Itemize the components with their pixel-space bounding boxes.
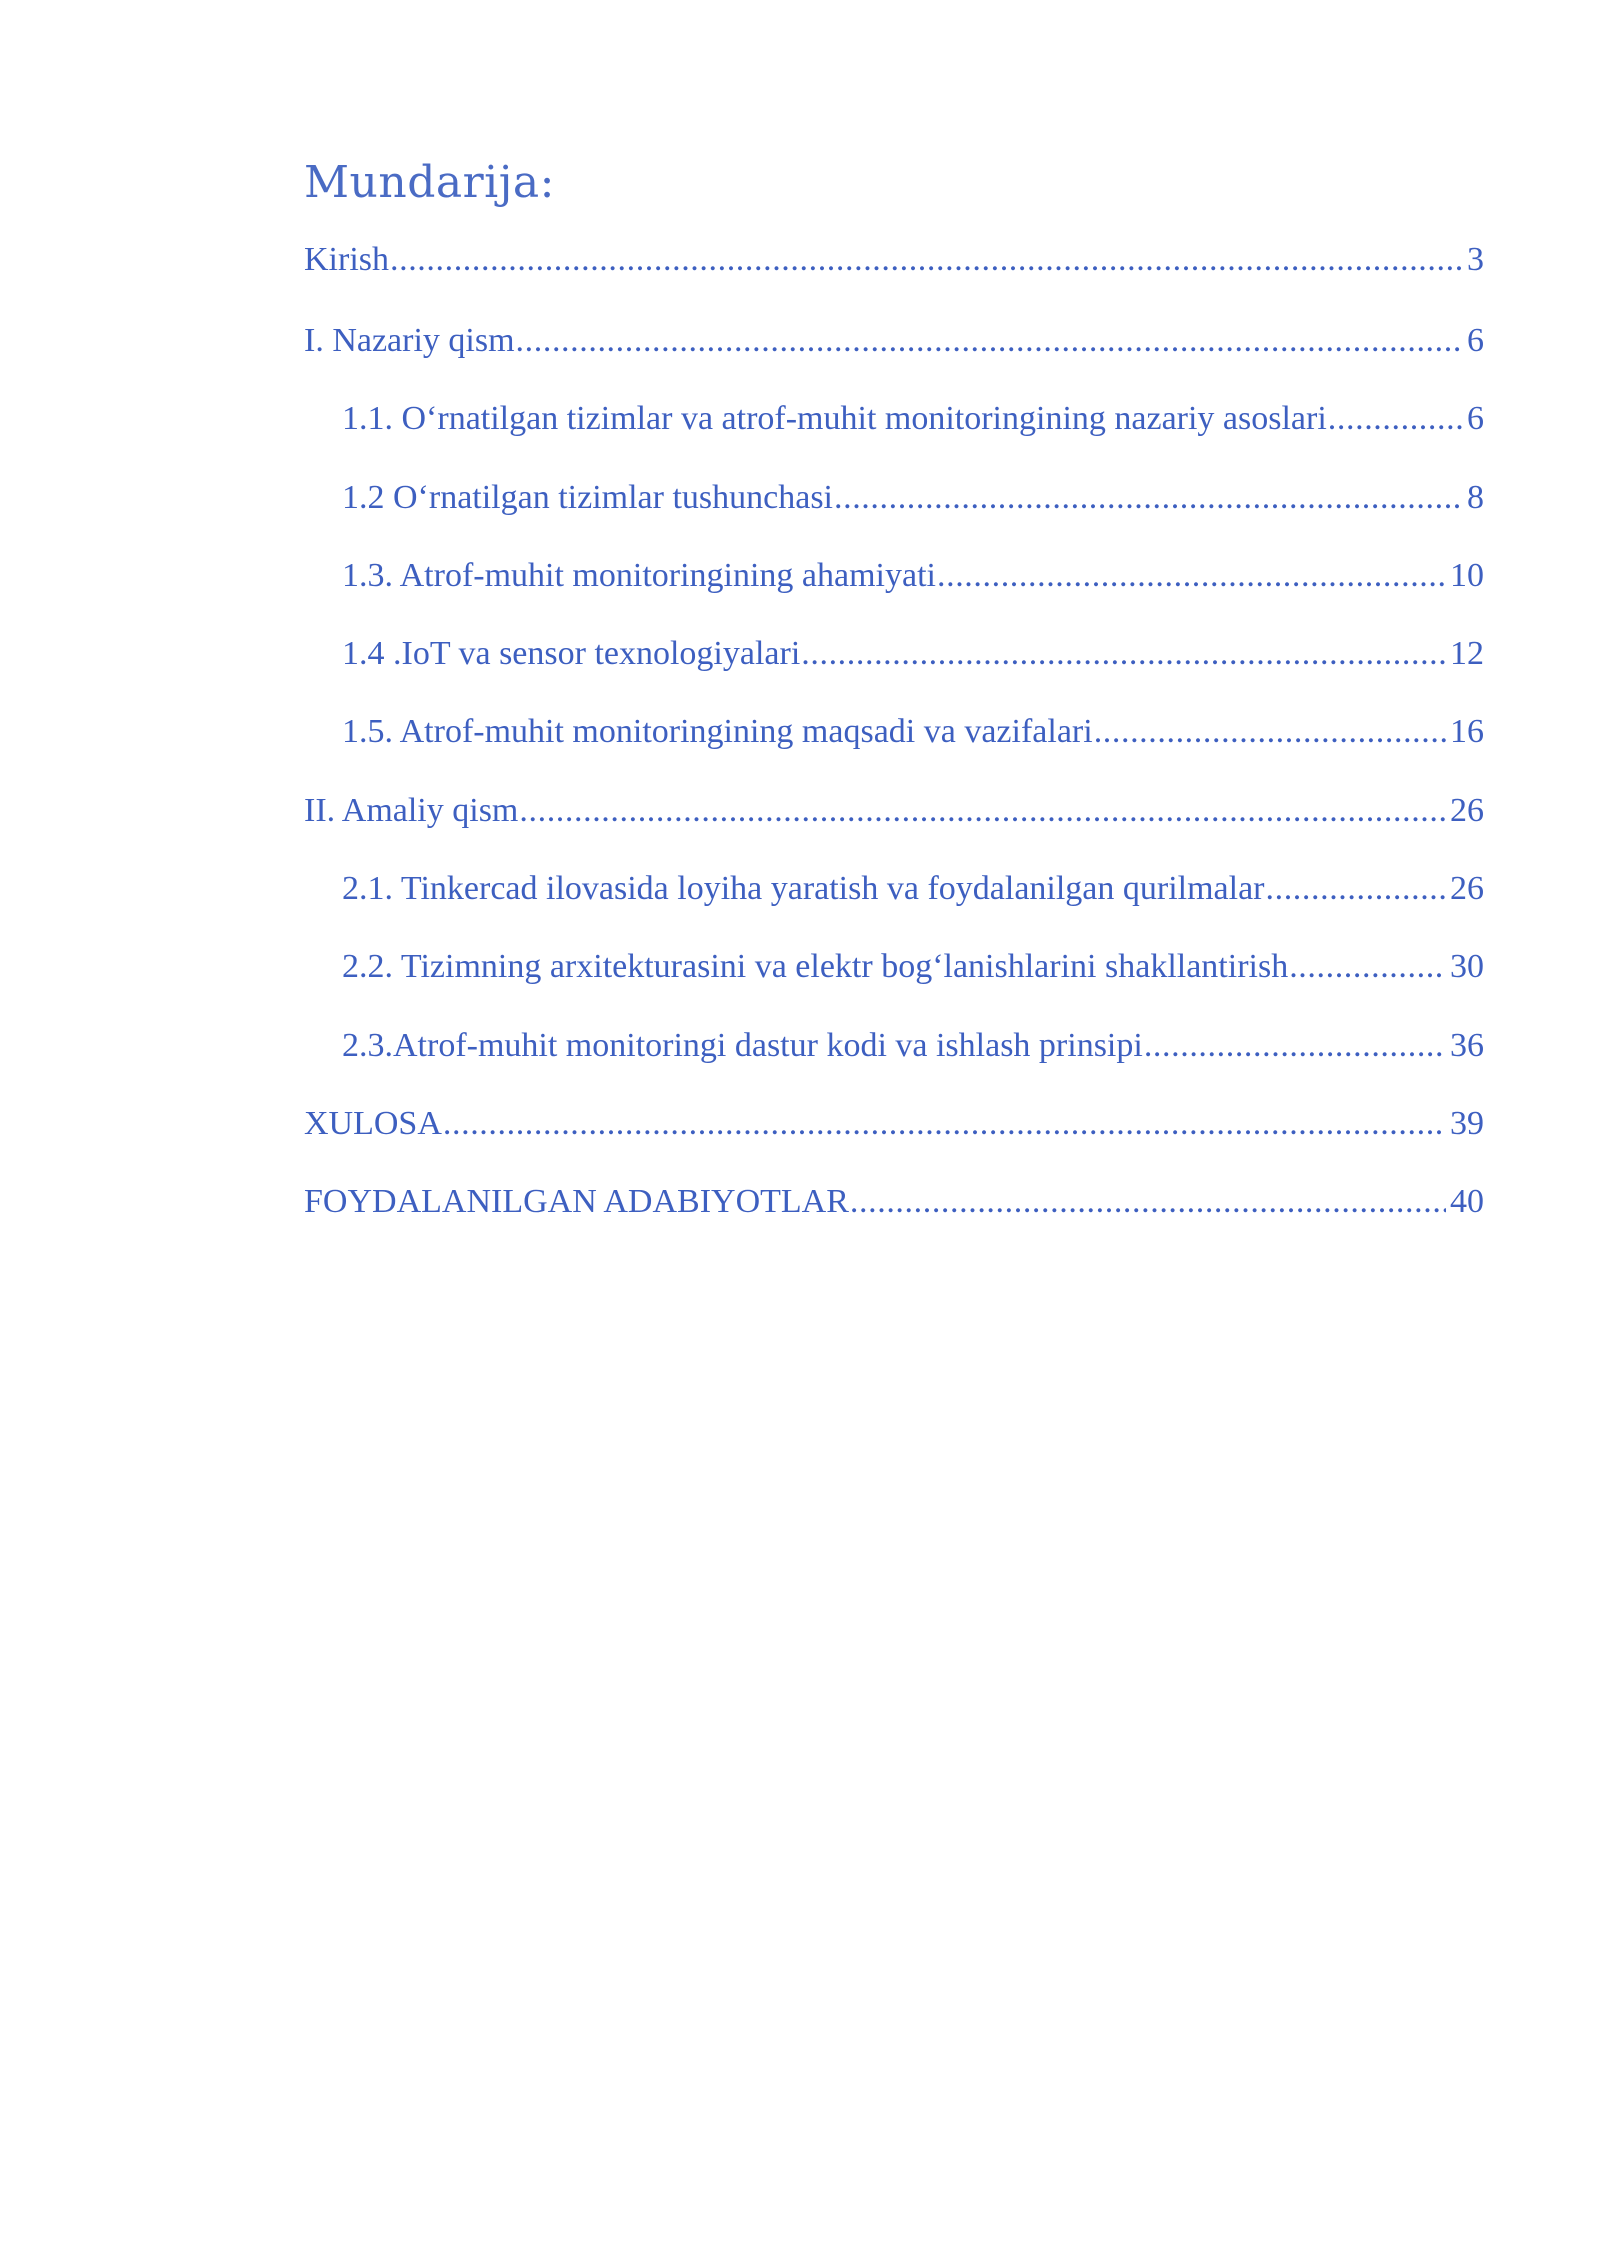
toc-entry-1-5[interactable] <box>304 693 1484 771</box>
toc-entry-nazariy-qism[interactable] <box>304 302 1484 380</box>
toc-entry-1-2[interactable] <box>304 459 1484 537</box>
toc-dot-leader <box>850 1163 1446 1241</box>
toc-entry-1-3[interactable] <box>304 537 1484 615</box>
toc-entry-page-number: 26 <box>1450 870 1484 908</box>
toc-dot-leader <box>937 537 1446 615</box>
toc-entry-label: II. Amaliy qism <box>304 791 519 829</box>
toc-entry-label: XULOSA <box>304 1104 442 1142</box>
toc-entry-label: FOYDALANILGAN ADABIYOTLAR <box>304 1183 849 1221</box>
toc-entry-label: 2.1. Tinkercad ilovasida loyiha yaratish va foydalanilgan qurilmalar <box>342 870 1265 908</box>
toc-dot-leader <box>519 772 1446 850</box>
toc-entry-label: 1.2 O‘rnatilgan tizimlar tushunchasi <box>342 478 833 516</box>
toc-entry-page-number: 40 <box>1450 1183 1484 1221</box>
toc-dot-leader <box>1266 850 1447 928</box>
toc-dot-leader <box>516 302 1463 380</box>
toc-entry-2-3[interactable] <box>304 1007 1484 1085</box>
toc-title: Mundarija: <box>304 157 555 208</box>
toc-dot-leader <box>390 218 1463 302</box>
toc-dot-leader <box>1289 928 1446 1006</box>
toc-entry-page-number: 26 <box>1450 791 1484 829</box>
toc-entry-label: 2.2. Tizimning arxitekturasini va elektr bog‘lanishlarini shakllantirish <box>342 948 1289 986</box>
toc-list <box>304 218 1484 1242</box>
toc-dot-leader <box>1328 380 1463 458</box>
toc-entry-page-number: 36 <box>1450 1026 1484 1064</box>
toc-dot-leader <box>1094 693 1446 771</box>
toc-dot-leader <box>801 615 1446 693</box>
toc-entry-page-number: 6 <box>1467 400 1484 438</box>
toc-dot-leader <box>1144 1007 1446 1085</box>
toc-entry-page-number: 3 <box>1467 241 1484 278</box>
table-of-contents <box>304 148 1484 1242</box>
toc-entry-xulosa[interactable] <box>304 1085 1484 1163</box>
toc-entry-page-number: 30 <box>1450 948 1484 986</box>
toc-entry-label: 1.4 .IoT va sensor texnologiyalari <box>342 635 801 673</box>
toc-entry-page-number: 39 <box>1450 1104 1484 1142</box>
toc-entry-page-number: 10 <box>1450 556 1484 594</box>
toc-entry-label: 1.3. Atrof-muhit monitoringining ahamiyati <box>342 556 936 594</box>
toc-entry-label: 2.3.Atrof-muhit monitoringi dastur kodi va ishlash prinsipi <box>342 1026 1143 1064</box>
toc-dot-leader <box>834 459 1463 537</box>
toc-entry-label: Kirish <box>304 241 389 278</box>
toc-entry-label: I. Nazariy qism <box>304 322 515 359</box>
toc-entry-1-4[interactable] <box>304 615 1484 693</box>
toc-entry-2-2[interactable] <box>304 928 1484 1006</box>
toc-entry-label: 1.1. O‘rnatilgan tizimlar va atrof-muhit monitoringining nazariy asoslari <box>342 400 1327 438</box>
toc-entry-kirish[interactable] <box>304 218 1484 302</box>
toc-entry-2-1[interactable] <box>304 850 1484 928</box>
toc-entry-1-1[interactable] <box>304 380 1484 458</box>
toc-entry-page-number: 16 <box>1450 713 1484 751</box>
toc-entry-amaliy-qism[interactable] <box>304 772 1484 850</box>
toc-dot-leader <box>443 1085 1446 1163</box>
toc-entry-foydalanilgan-adabiyotlar[interactable] <box>304 1163 1484 1241</box>
toc-entry-page-number: 6 <box>1467 322 1484 359</box>
toc-entry-label: 1.5. Atrof-muhit monitoringining maqsadi va vazifalari <box>342 713 1093 751</box>
toc-entry-page-number: 8 <box>1467 478 1484 516</box>
toc-entry-page-number: 12 <box>1450 635 1484 673</box>
